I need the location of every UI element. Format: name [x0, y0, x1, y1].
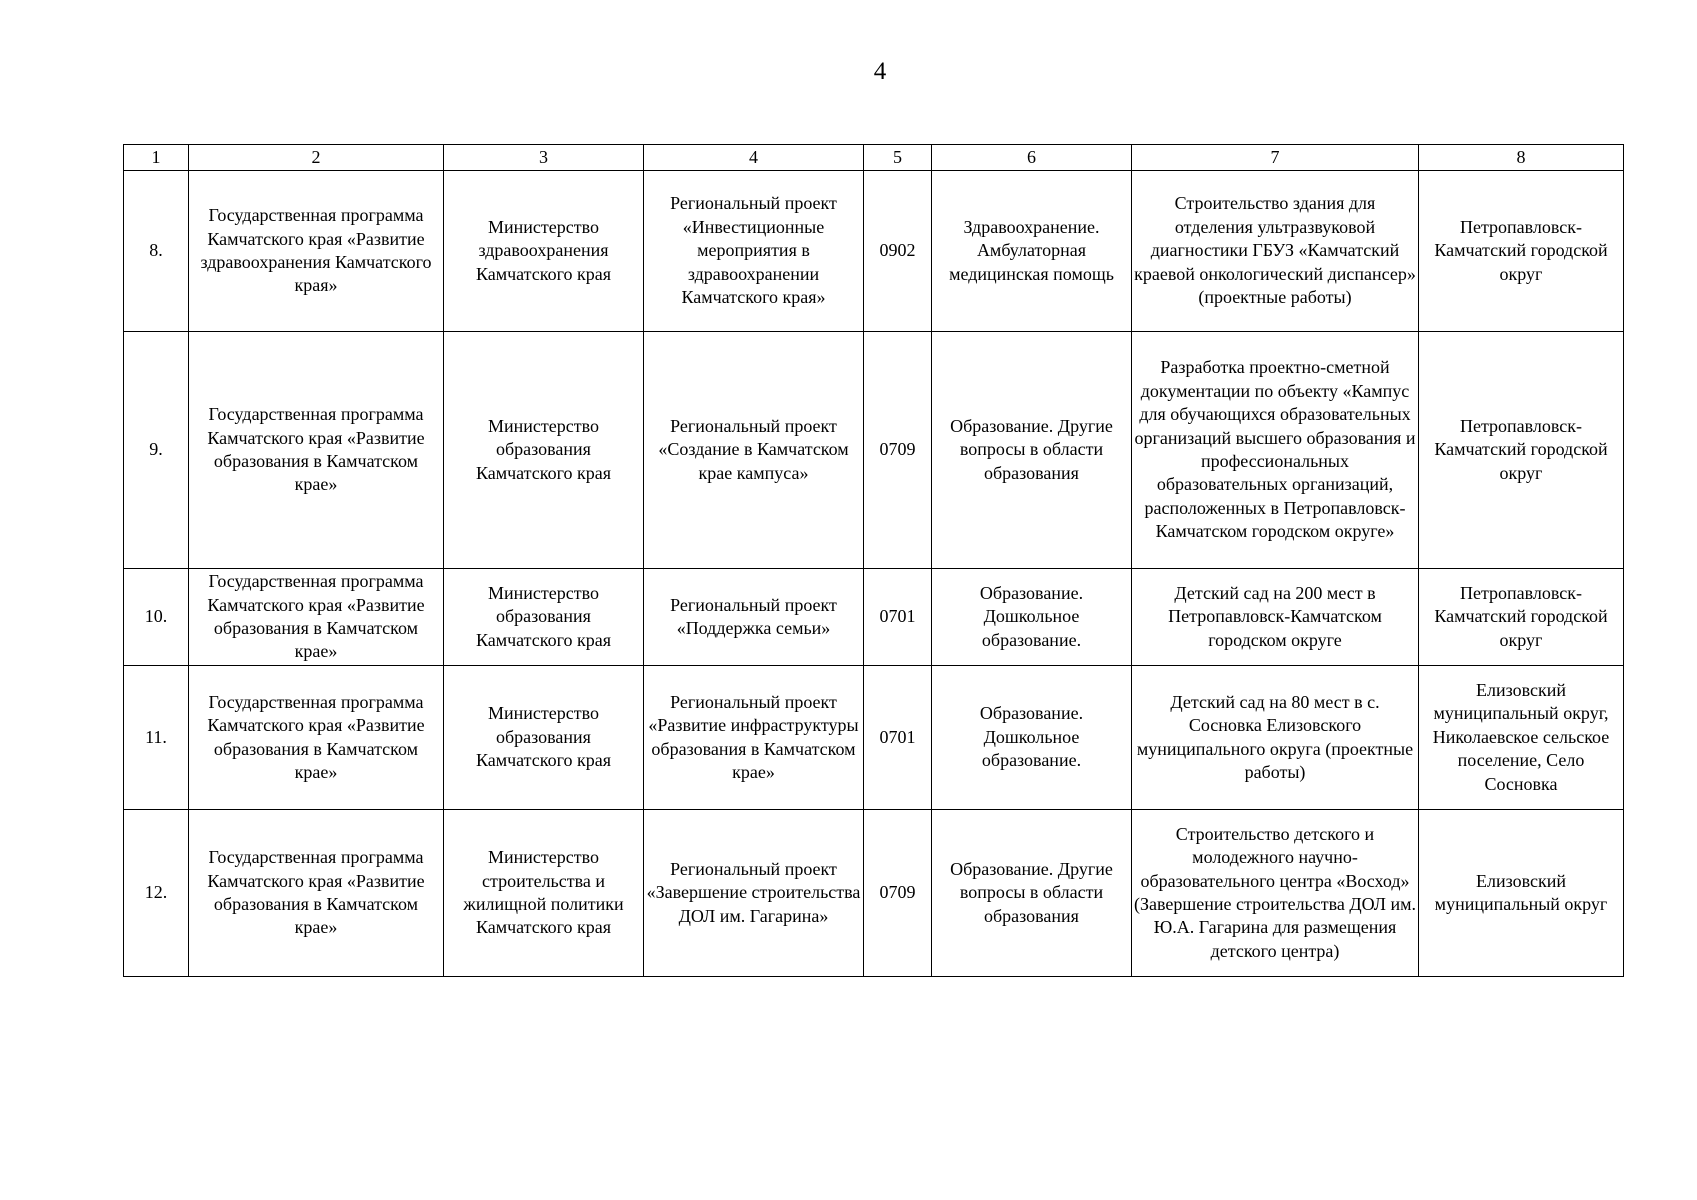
- object-cell: Детский сад на 80 мест в с. Сосновка Елизовского муниципального округа (проектные работы): [1132, 666, 1419, 810]
- row-number: 10.: [124, 569, 189, 666]
- section-cell: Образование. Другие вопросы в области образования: [932, 810, 1132, 977]
- projects-table: [123, 144, 1624, 977]
- table-row: [124, 171, 1624, 332]
- ministry-cell: Министерство образования Камчатского края: [444, 569, 644, 666]
- project-cell: Региональный проект «Поддержка семьи»: [644, 569, 864, 666]
- code-cell: 0701: [864, 666, 932, 810]
- section-cell: Образование. Другие вопросы в области образования: [932, 332, 1132, 569]
- section-cell: Образование. Дошкольное образование.: [932, 666, 1132, 810]
- column-header: 2: [189, 145, 444, 171]
- program-cell: Государственная программа Камчатского края «Развитие здравоохранения Камчатского края»: [189, 171, 444, 332]
- section-cell: Образование. Дошкольное образование.: [932, 569, 1132, 666]
- code-cell: 0709: [864, 810, 932, 977]
- section-cell: Здравоохранение. Амбулаторная медицинская помощь: [932, 171, 1132, 332]
- column-header: 7: [1132, 145, 1419, 171]
- project-cell: Региональный проект «Развитие инфраструктуры образования в Камчатском крае»: [644, 666, 864, 810]
- code-cell: 0902: [864, 171, 932, 332]
- location-cell: Елизовский муниципальный округ, Николаевское сельское поселение, Село Сосновка: [1419, 666, 1624, 810]
- code-cell: 0709: [864, 332, 932, 569]
- object-cell: Строительство здания для отделения ультразвуковой диагностики ГБУЗ «Камчатский краевой онкологический диспансер» (проектные работы): [1132, 171, 1419, 332]
- program-cell: Государственная программа Камчатского края «Развитие образования в Камчатском крае»: [189, 569, 444, 666]
- column-header: 8: [1419, 145, 1624, 171]
- location-cell: Петропавловск-Камчатский городской округ: [1419, 332, 1624, 569]
- row-number: 9.: [124, 332, 189, 569]
- row-number: 8.: [124, 171, 189, 332]
- location-cell: Петропавловск-Камчатский городской округ: [1419, 569, 1624, 666]
- table-row: [124, 666, 1624, 810]
- project-cell: Региональный проект «Завершение строительства ДОЛ им. Гагарина»: [644, 810, 864, 977]
- project-cell: Региональный проект «Инвестиционные мероприятия в здравоохранении Камчатского края»: [644, 171, 864, 332]
- column-header: 1: [124, 145, 189, 171]
- row-number: 11.: [124, 666, 189, 810]
- ministry-cell: Министерство образования Камчатского края: [444, 332, 644, 569]
- object-cell: Детский сад на 200 мест в Петропавловск-Камчатском городском округе: [1132, 569, 1419, 666]
- table-row: [124, 810, 1624, 977]
- ministry-cell: Министерство здравоохранения Камчатского края: [444, 171, 644, 332]
- program-cell: Государственная программа Камчатского края «Развитие образования в Камчатском крае»: [189, 666, 444, 810]
- ministry-cell: Министерство образования Камчатского края: [444, 666, 644, 810]
- page-number: 4: [873, 58, 887, 85]
- table-row: [124, 569, 1624, 666]
- code-cell: 0701: [864, 569, 932, 666]
- column-header: 6: [932, 145, 1132, 171]
- table-row: [124, 332, 1624, 569]
- column-header: 4: [644, 145, 864, 171]
- program-cell: Государственная программа Камчатского края «Развитие образования в Камчатском крае»: [189, 810, 444, 977]
- column-header: 3: [444, 145, 644, 171]
- program-cell: Государственная программа Камчатского края «Развитие образования в Камчатском крае»: [189, 332, 444, 569]
- column-header: 5: [864, 145, 932, 171]
- table-header-row: [124, 145, 1624, 171]
- location-cell: Петропавловск-Камчатский городской округ: [1419, 171, 1624, 332]
- ministry-cell: Министерство строительства и жилищной политики Камчатского края: [444, 810, 644, 977]
- location-cell: Елизовский муниципальный округ: [1419, 810, 1624, 977]
- object-cell: Разработка проектно-сметной документации по объекту «Кампус для обучающихся образовательных организаций высшего образования и профессиональных образовательных организаций, расположенных в Петропавловск-Камчатском городском округе»: [1132, 332, 1419, 569]
- row-number: 12.: [124, 810, 189, 977]
- project-cell: Региональный проект «Создание в Камчатском крае кампуса»: [644, 332, 864, 569]
- object-cell: Строительство детского и молодежного научно-образовательного центра «Восход» (Завершение строительства ДОЛ им. Ю.А. Гагарина для размещения детского центра): [1132, 810, 1419, 977]
